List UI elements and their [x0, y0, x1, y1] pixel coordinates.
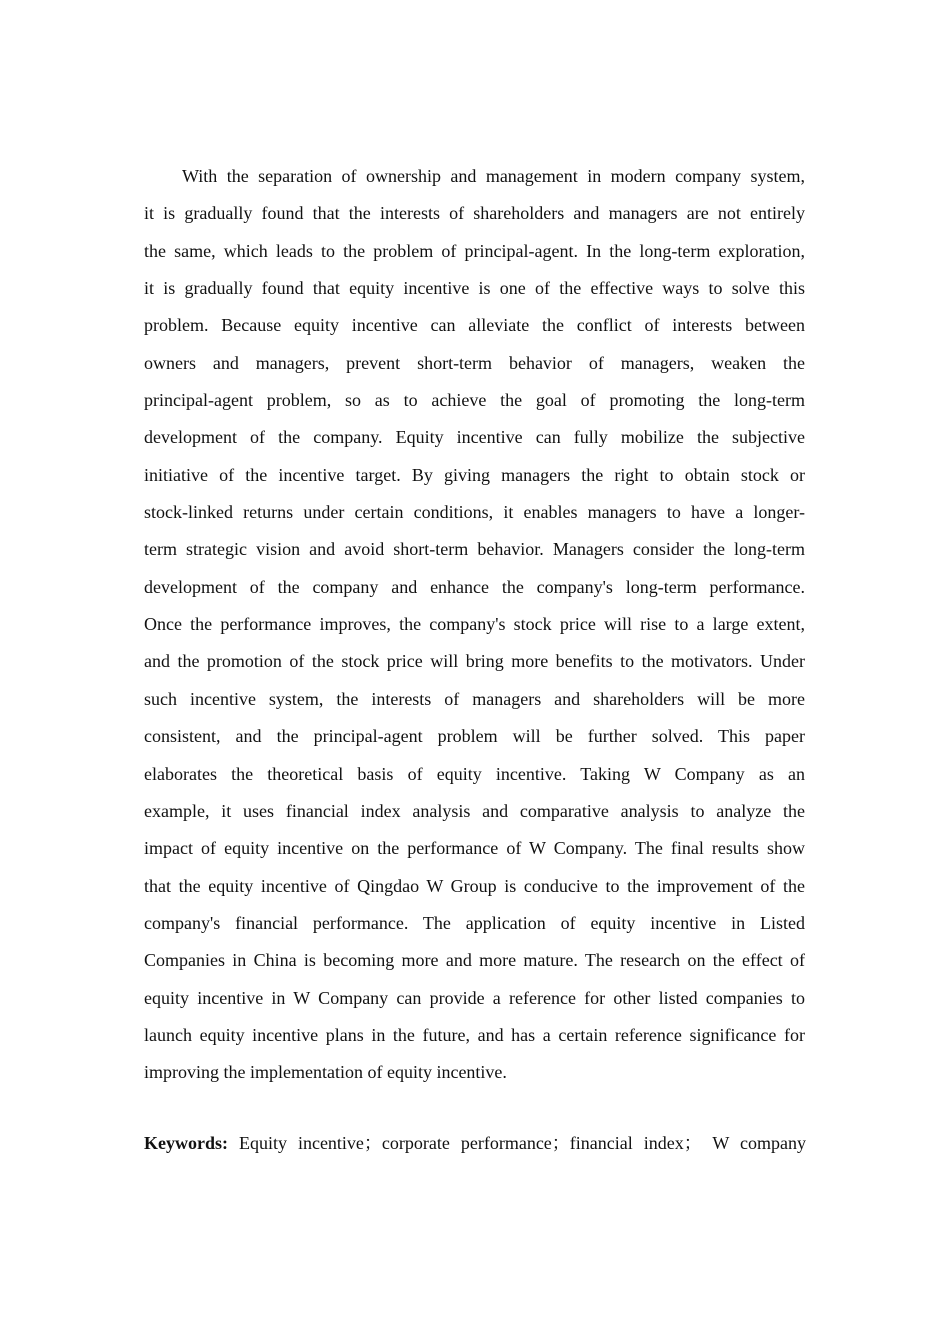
text-line: principal-agent problem, so as to achieve the goal of promoting the long-term: [144, 390, 805, 411]
keywords-line: [144, 1131, 806, 1155]
text-line: example, it uses financial index analysis and comparative analysis to analyze the: [144, 800, 805, 821]
text-line: development of the company. Equity incentive can fully mobilize the subjective: [144, 427, 805, 448]
text-line: With the separation of ownership and management in modern company system,: [182, 166, 805, 186]
text-line: improving the implementation of equity incentive.: [144, 1062, 507, 1083]
text-line: it is gradually found that equity incentive is one of the effective ways to solve this: [144, 278, 805, 299]
text-line: term strategic vision and avoid short-term behavior. Managers consider the long-term: [144, 539, 805, 560]
text-line: that the equity incentive of Qingdao W Group is conducive to the improvement of the: [144, 875, 805, 896]
text-line: equity incentive in W Company can provide a reference for other listed companies to: [144, 987, 805, 1008]
text-line: the same, which leads to the problem of principal-agent. In the long-term exploration,: [144, 240, 805, 261]
text-line: Companies in China is becoming more and more mature. The research on the effect of: [144, 950, 805, 971]
text-line: development of the company and enhance the company's long-term performance.: [144, 576, 805, 597]
keywords-text: Equity incentive；corporate performance；financial index； W company: [228, 1133, 806, 1153]
text-line: owners and managers, prevent short-term behavior of managers, weaken the: [144, 352, 805, 373]
text-line: launch equity incentive plans in the future, and has a certain reference significance for: [144, 1024, 805, 1045]
text-line: consistent, and the principal-agent problem will be further solved. This paper: [144, 726, 805, 747]
text-line: problem. Because equity incentive can alleviate the conflict of interests between: [144, 315, 805, 336]
text-line: elaborates the theoretical basis of equity incentive. Taking W Company as an: [144, 763, 805, 784]
text-line: stock-linked returns under certain conditions, it enables managers to have a longer-: [144, 502, 805, 523]
abstract-paragraph: [144, 164, 805, 1098]
text-line: and the promotion of the stock price will bring more benefits to the motivators. Under: [144, 651, 805, 672]
text-line: initiative of the incentive target. By giving managers the right to obtain stock or: [144, 464, 805, 485]
text-line: it is gradually found that the interests of shareholders and managers are not entirely: [144, 203, 805, 224]
text-line: company's financial performance. The application of equity incentive in Listed: [144, 912, 805, 933]
keywords-label: Keywords:: [144, 1133, 228, 1153]
text-line: such incentive system, the interests of managers and shareholders will be more: [144, 688, 805, 709]
text-line: impact of equity incentive on the performance of W Company. The final results show: [144, 838, 805, 859]
text-line: Once the performance improves, the company's stock price will rise to a large extent,: [144, 614, 805, 635]
